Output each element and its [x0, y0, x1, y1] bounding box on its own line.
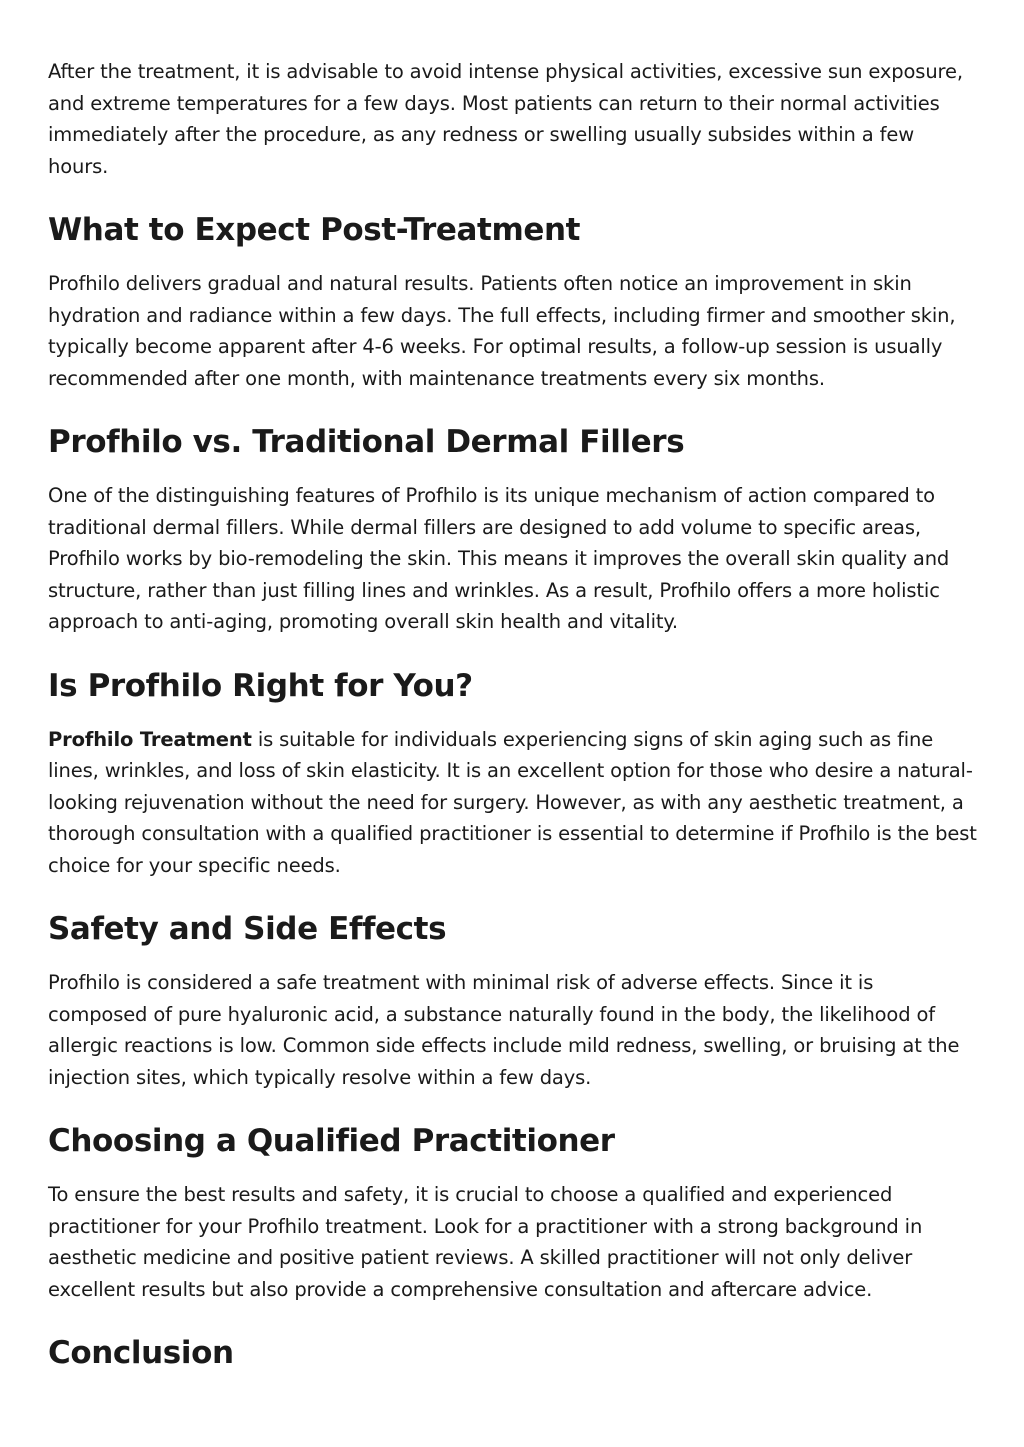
- paragraph-what-to-expect: Profhilo delivers gradual and natural results. Patients often notice an improvement in skin hydration and radiance within a few days. The full effects, including firmer and smoother skin, typically become apparent after 4-6 weeks. For optimal results, a follow-up session is usually recommended after one month, with maintenance treatments every six months.: [48, 272, 956, 390]
- paragraph-safety: Profhilo is considered a safe treatment with minimal risk of adverse effects. Since it is composed of pure hyaluronic acid, a substance naturally found in the body, the likelihood of allergic reactions is low. Common side effects include mild redness, swelling, or bruising at the injection sites, which typically resolve within a few days.: [48, 971, 960, 1089]
- heading-safety: Safety and Side Effects: [48, 911, 447, 947]
- paragraph-right-for-you: [48, 724, 978, 882]
- bold-term-profhilo-treatment: Profhilo Treatment: [48, 727, 252, 751]
- paragraph-vs-fillers: One of the distinguishing features of Profhilo is its unique mechanism of action compared to traditional dermal fillers. While dermal fillers are designed to add volume to specific areas, Profhilo works by bio-remodeling the skin. This means it improves the overall skin quality and structure, rather than just filling lines and wrinkles. As a result, Profhilo offers a more holistic approach to anti-aging, promoting overall skin health and vitality.: [48, 484, 950, 633]
- document-page: [48, 56, 978, 1391]
- heading-right-for-you: Is Profhilo Right for You?: [48, 667, 473, 704]
- heading-what-to-expect: What to Expect Post-Treatment: [48, 212, 581, 248]
- paragraph-practitioner: To ensure the best results and safety, it is crucial to choose a qualified and experienced practitioner for your Profhilo treatment. Look for a practitioner with a strong background in aesthetic medicine and positive patient reviews. A skilled practitioner will not only deliver excellent results but also provide a comprehensive consultation and aftercare advice.: [48, 1183, 923, 1301]
- heading-vs-fillers: Profhilo vs. Traditional Dermal Fillers: [48, 424, 685, 460]
- paragraph-right-for-you-text: is suitable for individuals experiencing signs of skin aging such as fine lines, wrinkles, and loss of skin elasticity. It is an excellent option for those who desire a natural-looking rejuvenation without the need for surgery. However, as with any aesthetic treatment, a thorough consultation with a qualified practitioner is essential to determine if Profhilo is the best choice for your specific needs.: [48, 727, 977, 877]
- heading-practitioner: Choosing a Qualified Practitioner: [48, 1123, 615, 1159]
- intro-paragraph: After the treatment, it is advisable to avoid intense physical activities, excessive sun exposure, and extreme temperatures for a few days. Most patients can return to their normal activities immediately after the procedure, as any redness or swelling usually subsides within a few hours.: [48, 60, 963, 178]
- heading-conclusion: Conclusion: [48, 1335, 234, 1371]
